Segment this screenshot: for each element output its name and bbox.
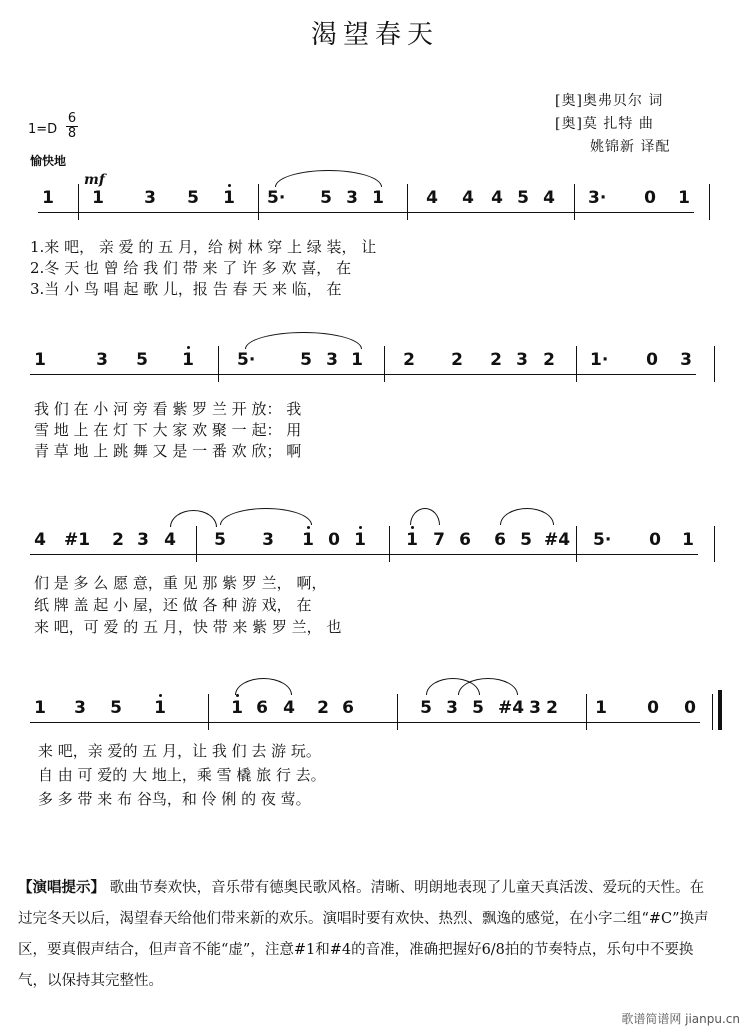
note: 2 (317, 698, 329, 718)
high-octave-dot (228, 184, 231, 187)
bar-line (218, 346, 219, 382)
note: 3 (137, 530, 149, 550)
lyric-line-2-verse-1: 我 们 在 小 河 旁 看 紫 罗 兰 开 放： 我 (34, 400, 302, 418)
singing-tips (18, 872, 718, 997)
bar-line (397, 694, 398, 730)
note: 1 (223, 188, 235, 208)
note: 2 (546, 698, 558, 718)
bar-line (576, 526, 577, 562)
note: 1 (351, 350, 363, 370)
note: 5 (472, 698, 484, 718)
note: 4 (164, 530, 176, 550)
lyric-line-3-verse-2: 纸 牌 盖 起 小 屋，还 做 各 种 游 戏， 在 (34, 596, 312, 614)
bar-line (384, 346, 385, 382)
tempo-marking: 愉快地 (30, 154, 67, 168)
beam-underline (38, 212, 694, 213)
note: 5 (136, 350, 148, 370)
bar-line (576, 346, 577, 382)
key-signature: 1=D (28, 122, 58, 137)
singing-tips-label: 【演唱提示】 (18, 879, 105, 896)
note: 6 (494, 530, 506, 550)
note: 1· (590, 350, 609, 370)
note: 1 (354, 530, 366, 550)
lyric-line-2-verse-3: 青 草 地 上 跳 舞 又 是 一 番 欢 欣； 啊 (34, 442, 302, 460)
note: 2 (403, 350, 415, 370)
time-sig-bottom: 8 (67, 126, 77, 141)
composer-credit: [奥]莫 扎特 曲 (555, 116, 654, 132)
note: 1 (92, 188, 104, 208)
lyric-line-3-verse-1: 们 是 多 么 愿 意，重 见 那 紫 罗 兰， 啊， (34, 574, 327, 592)
note: 1 (372, 188, 384, 208)
note: 4 (462, 188, 474, 208)
note: 6 (256, 698, 268, 718)
note: 6 (342, 698, 354, 718)
note: #4 (498, 698, 525, 718)
note: 5 (517, 188, 529, 208)
note: 5 (320, 188, 332, 208)
slur (500, 508, 554, 525)
note: 0 (328, 530, 340, 550)
beam-underline (30, 722, 700, 723)
beam-underline (30, 374, 696, 375)
note: 5· (267, 188, 286, 208)
note: 3 (96, 350, 108, 370)
singing-tips-text: 歌曲节奏欢快，音乐带有德奥民歌风格。清晰、明朗地表现了儿童天真活泼、爱玩的天性。在过完冬天以后，渴望春天给他们带来新的欢乐。演唱时要有欢快、热烈、飘逸的感觉，在小字二组“#C”换声区，要真假声结合，但声音不能“虚”，注意#1和#4的音准，准确把握好6/8拍的节奏特点，乐句中不要换气，以保持其完整性。 (18, 880, 709, 989)
note: 2 (451, 350, 463, 370)
note: 1 (34, 350, 46, 370)
lyric-line-2-verse-2: 雪 地 上 在 灯 下 大 家 欢 聚 一 起： 用 (34, 421, 302, 439)
lyric-line-1-verse-3: 3.当 小 鸟 唱 起 歌 儿，报 告 春 天 来 临， 在 (30, 280, 342, 298)
bar-line (407, 184, 408, 220)
note: 2 (543, 350, 555, 370)
note: 5· (593, 530, 612, 550)
bar-line (574, 184, 575, 220)
note: 5 (420, 698, 432, 718)
note: 1 (231, 698, 243, 718)
lyric-line-4-verse-1: 来 吧，亲 爱的 五 月，让 我 们 去 游 玩。 (38, 742, 321, 760)
slur (245, 332, 362, 349)
note: 0 (646, 350, 658, 370)
note: 1 (595, 698, 607, 718)
note: 1 (682, 530, 694, 550)
dynamic-marking: mf (84, 172, 105, 188)
lyricist-credit: [奥]奥弗贝尔 词 (555, 93, 664, 109)
note: 1 (302, 530, 314, 550)
note: 3 (680, 350, 692, 370)
note: 2 (490, 350, 502, 370)
lyric-line-4-verse-3: 多 多 带 来 布 谷鸟，和 伶 俐 的 夜 莺。 (38, 790, 311, 808)
note: 3 (326, 350, 338, 370)
note: 5 (520, 530, 532, 550)
bar-line (208, 694, 209, 730)
note: 5 (110, 698, 122, 718)
bar-line (714, 346, 715, 382)
note: 5 (187, 188, 199, 208)
note: 4 (283, 698, 295, 718)
note: 3 (446, 698, 458, 718)
song-title: 渴望春天 (310, 20, 439, 50)
note: 5· (237, 350, 256, 370)
lyric-line-1-verse-1: 1.来 吧， 亲 爱 的 五 月，给 树 林 穿 上 绿 装， 让 (30, 238, 377, 256)
note: 1 (182, 350, 194, 370)
note: 1 (406, 530, 418, 550)
note: 4 (34, 530, 46, 550)
slur (235, 678, 292, 695)
high-octave-dot (411, 526, 414, 529)
note: 5 (300, 350, 312, 370)
bar-line (196, 526, 197, 562)
translator-credit: 姚锦新 译配 (590, 139, 671, 155)
note: 3 (516, 350, 528, 370)
lyric-line-3-verse-3: 来 吧，可 爱 的 五 月，快 带 来 紫 罗 兰， 也 (34, 618, 342, 636)
site-watermark: 歌谱简谱网 jianpu.cn (621, 1012, 740, 1026)
note: 3 (346, 188, 358, 208)
final-barline (718, 690, 722, 730)
note: 1 (678, 188, 690, 208)
bar-line (712, 694, 713, 730)
note: 6 (459, 530, 471, 550)
bar-line (389, 526, 390, 562)
time-sig-top: 6 (67, 111, 77, 126)
note: 5 (214, 530, 226, 550)
high-octave-dot (159, 694, 162, 697)
note: 1 (34, 698, 46, 718)
note: 1 (154, 698, 166, 718)
note: 4 (426, 188, 438, 208)
note: 3 (529, 698, 541, 718)
note: 0 (684, 698, 696, 718)
note: 3· (588, 188, 607, 208)
note: 3 (144, 188, 156, 208)
note: 0 (647, 698, 659, 718)
note: 3 (74, 698, 86, 718)
note: 7 (433, 530, 445, 550)
high-octave-dot (187, 346, 190, 349)
bar-line (709, 184, 710, 220)
bar-line (258, 184, 259, 220)
slur (220, 508, 312, 525)
high-octave-dot (307, 526, 310, 529)
lyric-line-1-verse-2: 2.冬 天 也 曾 给 我 们 带 来 了 许 多 欢 喜， 在 (30, 259, 352, 277)
bar-line (586, 694, 587, 730)
note: #4 (544, 530, 571, 550)
note: 1 (42, 188, 54, 208)
slur (275, 170, 382, 187)
beam-underline (30, 554, 698, 555)
high-octave-dot (359, 526, 362, 529)
note: 0 (649, 530, 661, 550)
slur (170, 510, 217, 527)
lyric-line-4-verse-2: 自 由 可 爱的 大 地上，乘 雪 橇 旅 行 去。 (38, 766, 326, 784)
note: #1 (64, 530, 91, 550)
note: 3 (262, 530, 274, 550)
note: 4 (491, 188, 503, 208)
note: 2 (112, 530, 124, 550)
bar-line (714, 526, 715, 562)
slur (410, 508, 440, 525)
note: 4 (543, 188, 555, 208)
bar-line (78, 184, 79, 220)
note: 0 (644, 188, 656, 208)
